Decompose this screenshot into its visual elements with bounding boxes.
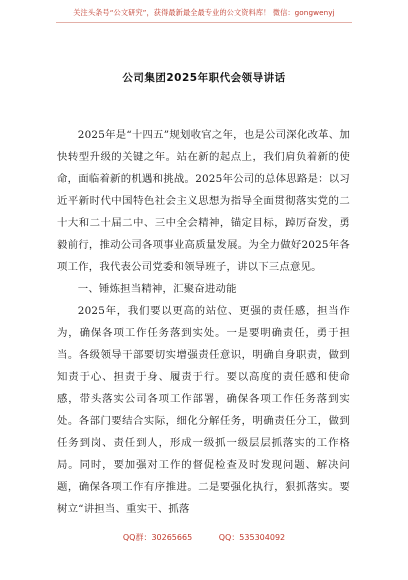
footer-qq: QQ：535304092 bbox=[218, 533, 286, 542]
header-promo-note: 关注头条号“公文研究”，获得最新最全最专业的公文资料库！ 微信：gongwenyj bbox=[73, 8, 335, 17]
intro-paragraph: 2025年是“十四五”规划收官之年，也是公司深化改革、加快转型升级的关键之年。站在新的起点上，我们肩负着新的使命，面临着新的机遇和挑战。2025年公司的总体思路是：以习近平新时代中国特色社会主义思想为指导全面贯彻落实党的二十大和二十届二中、三中全会精神，锚定目标，踔厉奋发，勇毅前行，推动公司各项事业高质量发展。为全力做好2025年各项工作，我代表公司党委和领导班子，讲以下三点意见。 bbox=[57, 129, 350, 273]
footer-qq-group: QQ群：30265665 bbox=[122, 533, 193, 542]
document-title: 公司集团2025年职代会领导讲话 bbox=[122, 72, 286, 84]
document-body bbox=[57, 124, 350, 520]
header-divider bbox=[56, 22, 352, 23]
section-paragraph-1: 2025年，我们要以更高的站位、更强的责任感，担当作为，确保各项工作任务落到实处。一是要明确责任，勇于担当。各级领导干部要切实增强责任意识，明确自身职责，做到知责于心、担责于身、履责于行。要以高度的责任感和使命感，带头落实公司各项工作部署，确保各项工作任务落到实处。各部门要结合实际，细化分解任务，明确责任分工，做到任务到岗、责任到人，形成一级抓一级层层抓落实的工作格局。同时，要加强对工作的督促检查及时发现问题、解决问题，确保各项工作有序推进。二是要强化执行，狠抓落实。要树立“讲担当、重实干、抓落 bbox=[57, 305, 350, 515]
footer-contact bbox=[0, 532, 408, 543]
section-heading-1: 一、锤炼担当精神，汇聚奋进动能 bbox=[77, 283, 237, 295]
